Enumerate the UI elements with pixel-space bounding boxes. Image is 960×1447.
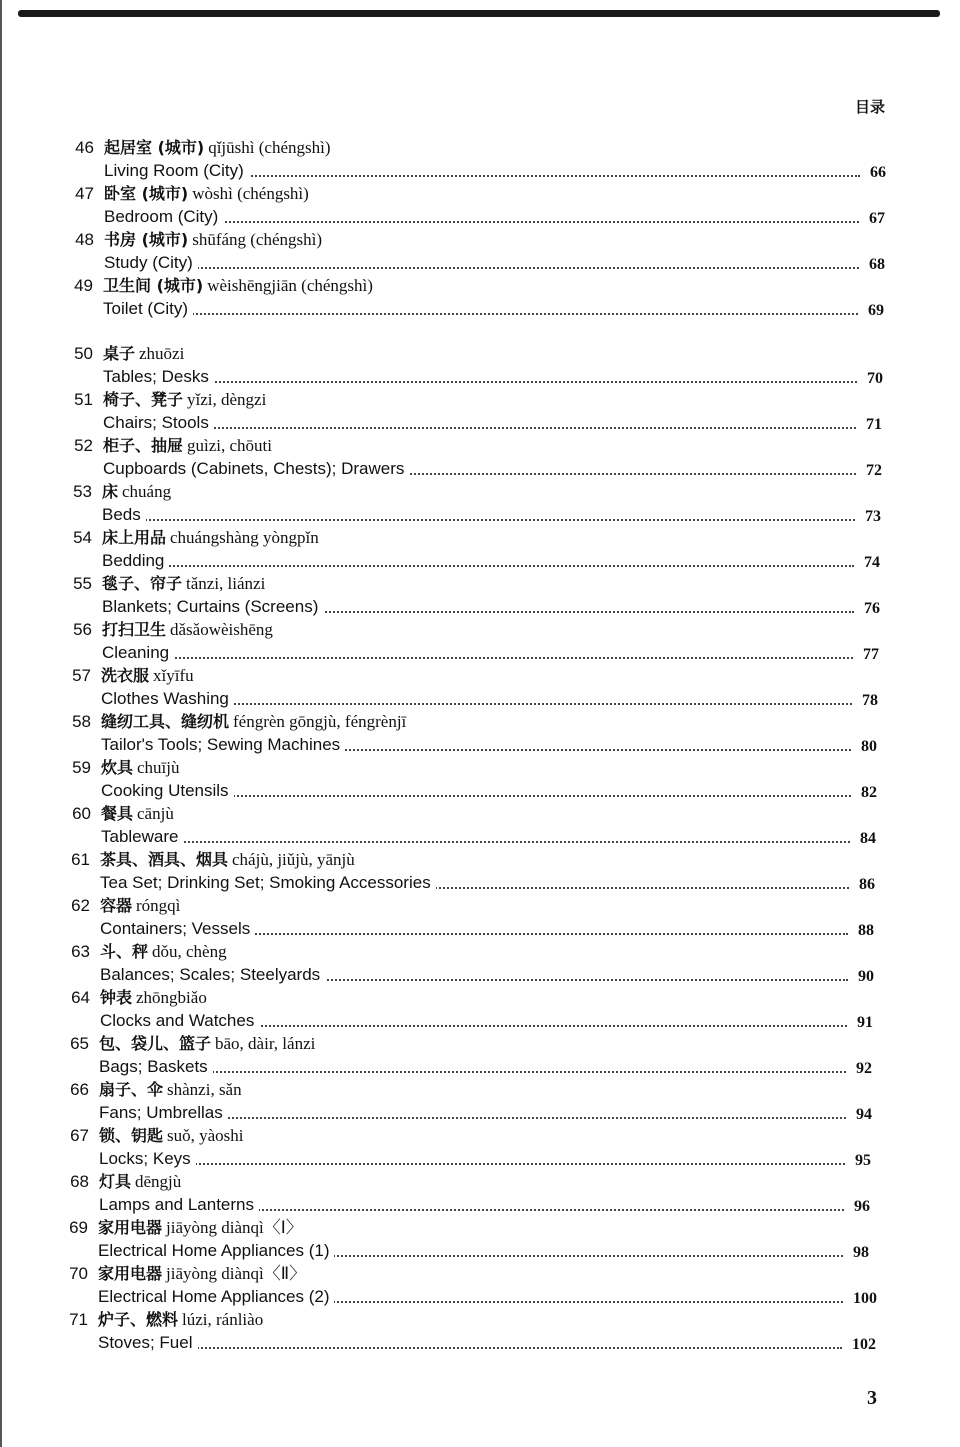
entry-number: 46 (75, 138, 94, 157)
toc-entry (0, 480, 960, 526)
entry-number: 68 (70, 1172, 89, 1191)
entry-english-title: Tailor's Tools; Sewing Machines (101, 733, 345, 756)
entry-page-number: 68 (869, 256, 885, 273)
entry-chinese-title: 卧室 (城市) (104, 184, 189, 203)
toc-entry-detail (0, 1285, 960, 1308)
entry-chinese-title: 椅子、凳子 (103, 390, 184, 409)
toc-entry-detail (0, 1239, 960, 1262)
entry-english-title: Study (City) (104, 251, 198, 274)
entry-english-title: Bags; Baskets (99, 1055, 213, 1078)
toc-entry-heading (0, 228, 960, 251)
entry-chinese-title: 家用电器 (98, 1264, 163, 1283)
entry-page-number: 94 (856, 1106, 872, 1123)
toc-entry-detail (0, 733, 960, 756)
toc-entry-heading (0, 1124, 960, 1147)
entry-page-number: 95 (855, 1152, 871, 1169)
entry-chinese-title: 缝纫工具、缝纫机 (101, 712, 230, 731)
entry-number: 70 (69, 1264, 88, 1283)
entry-page-number: 92 (856, 1060, 872, 1077)
entry-number: 53 (73, 482, 92, 501)
toc-entry-detail (0, 917, 960, 940)
entry-number: 48 (75, 230, 94, 249)
toc-entry (0, 1308, 960, 1354)
entry-pinyin: dǎsǎowèishēng (170, 620, 273, 639)
entry-number: 51 (74, 390, 93, 409)
entry-english-title: Clothes Washing (101, 687, 234, 710)
entry-english-title: Blankets; Curtains (Screens) (102, 595, 323, 618)
entry-pinyin: lúzi, ránliào (182, 1310, 264, 1329)
toc-entry-heading (0, 664, 960, 687)
entry-pinyin: chuījù (137, 758, 180, 777)
entry-chinese-title: 床上用品 (102, 528, 167, 547)
entry-english-title: Fans; Umbrellas (99, 1101, 228, 1124)
entry-english-title: Living Room (City) (104, 159, 249, 182)
entry-page-number: 71 (866, 416, 882, 433)
toc-entry-detail (0, 1331, 960, 1354)
entry-pinyin: chájù, jiǔjù, yānjù (232, 850, 355, 869)
toc-entry-heading (0, 940, 960, 963)
entry-chinese-title: 钟表 (100, 988, 133, 1007)
entry-chinese-title: 容器 (100, 896, 133, 915)
entry-pinyin: wèishēngjiān (chéngshì) (207, 276, 373, 295)
toc-entry (0, 526, 960, 572)
entry-page-number: 78 (862, 692, 878, 709)
entry-chinese-title: 柜子、抽屉 (103, 436, 184, 455)
toc-entry-detail (0, 825, 960, 848)
toc-entry-heading (0, 894, 960, 917)
entry-chinese-title: 书房 (城市) (104, 230, 189, 249)
toc-entry-heading (0, 182, 960, 205)
entry-number: 50 (74, 344, 93, 363)
entry-page-number: 72 (866, 462, 882, 479)
toc-entry-detail (0, 297, 960, 320)
toc-entry (0, 1262, 960, 1308)
entry-chinese-title: 洗衣服 (101, 666, 150, 685)
toc-entry-heading (0, 526, 960, 549)
toc-entry-heading (0, 434, 960, 457)
entry-page-number: 69 (868, 302, 884, 319)
entry-pinyin: dēngjù (135, 1172, 182, 1191)
toc-entry (0, 802, 960, 848)
toc-entry-heading (0, 618, 960, 641)
entry-page-number: 77 (863, 646, 879, 663)
entry-pinyin: chuáng (122, 482, 172, 501)
entry-english-title: Toilet (City) (103, 297, 193, 320)
entry-english-title: Stoves; Fuel (98, 1331, 198, 1354)
toc-entry-heading (0, 802, 960, 825)
toc-entry-detail (0, 251, 960, 274)
entry-page-number: 90 (858, 968, 874, 985)
entry-number: 63 (71, 942, 90, 961)
entry-pinyin: féngrèn gōngjù, féngrènjī (233, 712, 407, 731)
toc-entry (0, 940, 960, 986)
entry-pinyin: chuángshàng yòngpǐn (170, 528, 319, 547)
toc-entry-heading (0, 848, 960, 871)
toc-entry (0, 1216, 960, 1262)
toc-entry-heading (0, 1308, 960, 1331)
entry-pinyin: wòshì (chéngshì) (192, 184, 309, 203)
dot-leader (103, 313, 858, 315)
entry-pinyin: xǐyīfu (153, 666, 194, 685)
entry-pinyin: yǐzi, dèngzi (187, 390, 267, 409)
entry-page-number: 66 (870, 164, 886, 181)
entry-english-title: Chairs; Stools (103, 411, 214, 434)
entry-english-title: Electrical Home Appliances (1) (98, 1239, 334, 1262)
entry-chinese-title: 炊具 (101, 758, 134, 777)
toc-entry (0, 1170, 960, 1216)
entry-page-number: 73 (865, 508, 881, 525)
entry-pinyin: guìzi, chōuti (187, 436, 272, 455)
entry-page-number: 88 (858, 922, 874, 939)
entry-english-title: Clocks and Watches (100, 1009, 259, 1032)
dot-leader (103, 381, 857, 383)
entry-number: 61 (71, 850, 90, 869)
entry-page-number: 82 (861, 784, 877, 801)
toc-entry-heading (0, 1032, 960, 1055)
entry-pinyin: qǐjūshì (chéngshì) (208, 138, 331, 157)
entry-number: 58 (72, 712, 91, 731)
toc-entry-heading (0, 1170, 960, 1193)
entry-pinyin: zhōngbiǎo (136, 988, 207, 1007)
entry-chinese-title: 家用电器 (98, 1218, 163, 1237)
entry-english-title: Beds (102, 503, 146, 526)
toc-entry-detail (0, 641, 960, 664)
toc-entry-detail (0, 779, 960, 802)
entry-english-title: Tableware (101, 825, 184, 848)
entry-number: 59 (72, 758, 91, 777)
entry-pinyin: róngqì (136, 896, 181, 915)
entry-pinyin: shànzi, sǎn (167, 1080, 242, 1099)
entry-english-title: Electrical Home Appliances (2) (98, 1285, 334, 1308)
toc-entry-detail (0, 963, 960, 986)
entry-chinese-title: 起居室 (城市) (104, 138, 205, 157)
toc-entry (0, 618, 960, 664)
entry-number: 62 (71, 896, 90, 915)
entry-page-number: 102 (852, 1336, 876, 1353)
entry-page-number: 74 (864, 554, 880, 571)
toc-entry (0, 342, 960, 388)
entry-page-number: 80 (861, 738, 877, 755)
toc-entry-detail (0, 159, 960, 182)
toc-entry-heading (0, 480, 960, 503)
toc-entry-detail (0, 871, 960, 894)
entry-pinyin: cānjù (137, 804, 174, 823)
toc-entry (0, 1078, 960, 1124)
toc-entry-heading (0, 388, 960, 411)
entry-english-title: Locks; Keys (99, 1147, 196, 1170)
entry-page-number: 84 (860, 830, 876, 847)
dot-leader (101, 841, 850, 843)
dot-leader (103, 427, 856, 429)
entry-number: 55 (73, 574, 92, 593)
dot-leader (102, 657, 853, 659)
toc-entry (0, 572, 960, 618)
entry-number: 66 (70, 1080, 89, 1099)
toc-entry (0, 182, 960, 228)
entry-pinyin: bāo, dàir, lánzi (215, 1034, 316, 1053)
toc-entry-detail (0, 1193, 960, 1216)
entry-number: 71 (69, 1310, 88, 1329)
entry-page-number: 86 (859, 876, 875, 893)
top-rule (18, 10, 940, 17)
entry-pinyin: jiāyòng diànqì〈Ⅱ〉 (166, 1264, 307, 1283)
entry-page-number: 70 (867, 370, 883, 387)
entry-page-number: 96 (854, 1198, 870, 1215)
entry-english-title: Lamps and Lanterns (99, 1193, 259, 1216)
toc-entry-detail (0, 1101, 960, 1124)
entry-number: 56 (73, 620, 92, 639)
entry-chinese-title: 灯具 (99, 1172, 132, 1191)
toc-entry-heading (0, 342, 960, 365)
entry-chinese-title: 包、袋儿、篮子 (99, 1034, 212, 1053)
toc-entry-heading (0, 710, 960, 733)
entry-chinese-title: 毯子、帘子 (102, 574, 183, 593)
toc-entry-heading (0, 274, 960, 297)
entry-chinese-title: 卫生间 (城市) (103, 276, 204, 295)
toc-entry (0, 986, 960, 1032)
dot-leader (104, 267, 859, 269)
toc-entry-detail (0, 205, 960, 228)
toc-entry-detail (0, 365, 960, 388)
dot-leader (99, 1163, 845, 1165)
toc-entry-detail (0, 411, 960, 434)
entry-english-title: Cupboards (Cabinets, Chests); Drawers (103, 457, 409, 480)
entry-number: 60 (72, 804, 91, 823)
toc-entry (0, 894, 960, 940)
entry-english-title: Cleaning (102, 641, 174, 664)
entry-chinese-title: 床 (102, 482, 119, 501)
entry-number: 64 (71, 988, 90, 1007)
entry-number: 49 (74, 276, 93, 295)
dot-leader (98, 1347, 842, 1349)
entry-chinese-title: 斗、秤 (100, 942, 149, 961)
toc-entry (0, 274, 960, 320)
entry-pinyin: tǎnzi, liánzi (186, 574, 266, 593)
entry-chinese-title: 扇子、伞 (99, 1080, 164, 1099)
toc-entry (0, 136, 960, 182)
entry-english-title: Containers; Vessels (100, 917, 255, 940)
page-number: 3 (867, 1387, 877, 1409)
toc-entry (0, 434, 960, 480)
entry-chinese-title: 炉子、燃料 (98, 1310, 179, 1329)
toc-entry (0, 1124, 960, 1170)
table-of-contents (0, 136, 960, 1354)
toc-entry-heading (0, 1262, 960, 1285)
entry-page-number: 67 (869, 210, 885, 227)
entry-pinyin: shūfáng (chéngshì) (192, 230, 323, 249)
entry-page-number: 98 (853, 1244, 869, 1261)
toc-entry-detail (0, 503, 960, 526)
toc-entry (0, 388, 960, 434)
entry-number: 67 (70, 1126, 89, 1145)
entry-chinese-title: 打扫卫生 (102, 620, 167, 639)
toc-entry-heading (0, 1078, 960, 1101)
toc-entry (0, 710, 960, 756)
entry-pinyin: suǒ, yàoshi (167, 1126, 244, 1145)
toc-entry-heading (0, 572, 960, 595)
entry-number: 52 (74, 436, 93, 455)
entry-number: 69 (69, 1218, 88, 1237)
entry-english-title: Tea Set; Drinking Set; Smoking Accessories (100, 871, 436, 894)
toc-entry-detail (0, 595, 960, 618)
toc-entry-detail (0, 1055, 960, 1078)
entry-number: 54 (73, 528, 92, 547)
toc-entry (0, 848, 960, 894)
entry-english-title: Bedding (102, 549, 169, 572)
entry-number: 57 (72, 666, 91, 685)
entry-pinyin: dǒu, chèng (152, 942, 227, 961)
toc-entry-detail (0, 687, 960, 710)
page-header-title: 目录 (855, 98, 886, 116)
toc-entry-heading (0, 136, 960, 159)
toc-entry-detail (0, 457, 960, 480)
toc-entry-heading (0, 986, 960, 1009)
toc-entry (0, 664, 960, 710)
entry-number: 47 (75, 184, 94, 203)
entry-chinese-title: 茶具、酒具、烟具 (100, 850, 229, 869)
entry-english-title: Tables; Desks (103, 365, 214, 388)
toc-entry-detail (0, 549, 960, 572)
entry-number: 65 (70, 1034, 89, 1053)
toc-entry (0, 756, 960, 802)
toc-entry (0, 1032, 960, 1078)
entry-page-number: 76 (864, 600, 880, 617)
toc-entry-heading (0, 756, 960, 779)
entry-english-title: Cooking Utensils (101, 779, 234, 802)
entry-english-title: Bedroom (City) (104, 205, 223, 228)
entry-page-number: 91 (857, 1014, 873, 1031)
entry-english-title: Balances; Scales; Steelyards (100, 963, 325, 986)
entry-page-number: 100 (853, 1290, 877, 1307)
entry-pinyin: zhuōzi (139, 344, 185, 363)
toc-entry-detail (0, 1009, 960, 1032)
toc-entry-detail (0, 1147, 960, 1170)
toc-entry (0, 228, 960, 274)
dot-leader (102, 565, 854, 567)
toc-entry-heading (0, 1216, 960, 1239)
entry-chinese-title: 锁、钥匙 (99, 1126, 164, 1145)
entry-chinese-title: 桌子 (103, 344, 136, 363)
entry-chinese-title: 餐具 (101, 804, 134, 823)
entry-pinyin: jiāyòng diànqì〈Ⅰ〉 (166, 1218, 303, 1237)
dot-leader (102, 519, 855, 521)
